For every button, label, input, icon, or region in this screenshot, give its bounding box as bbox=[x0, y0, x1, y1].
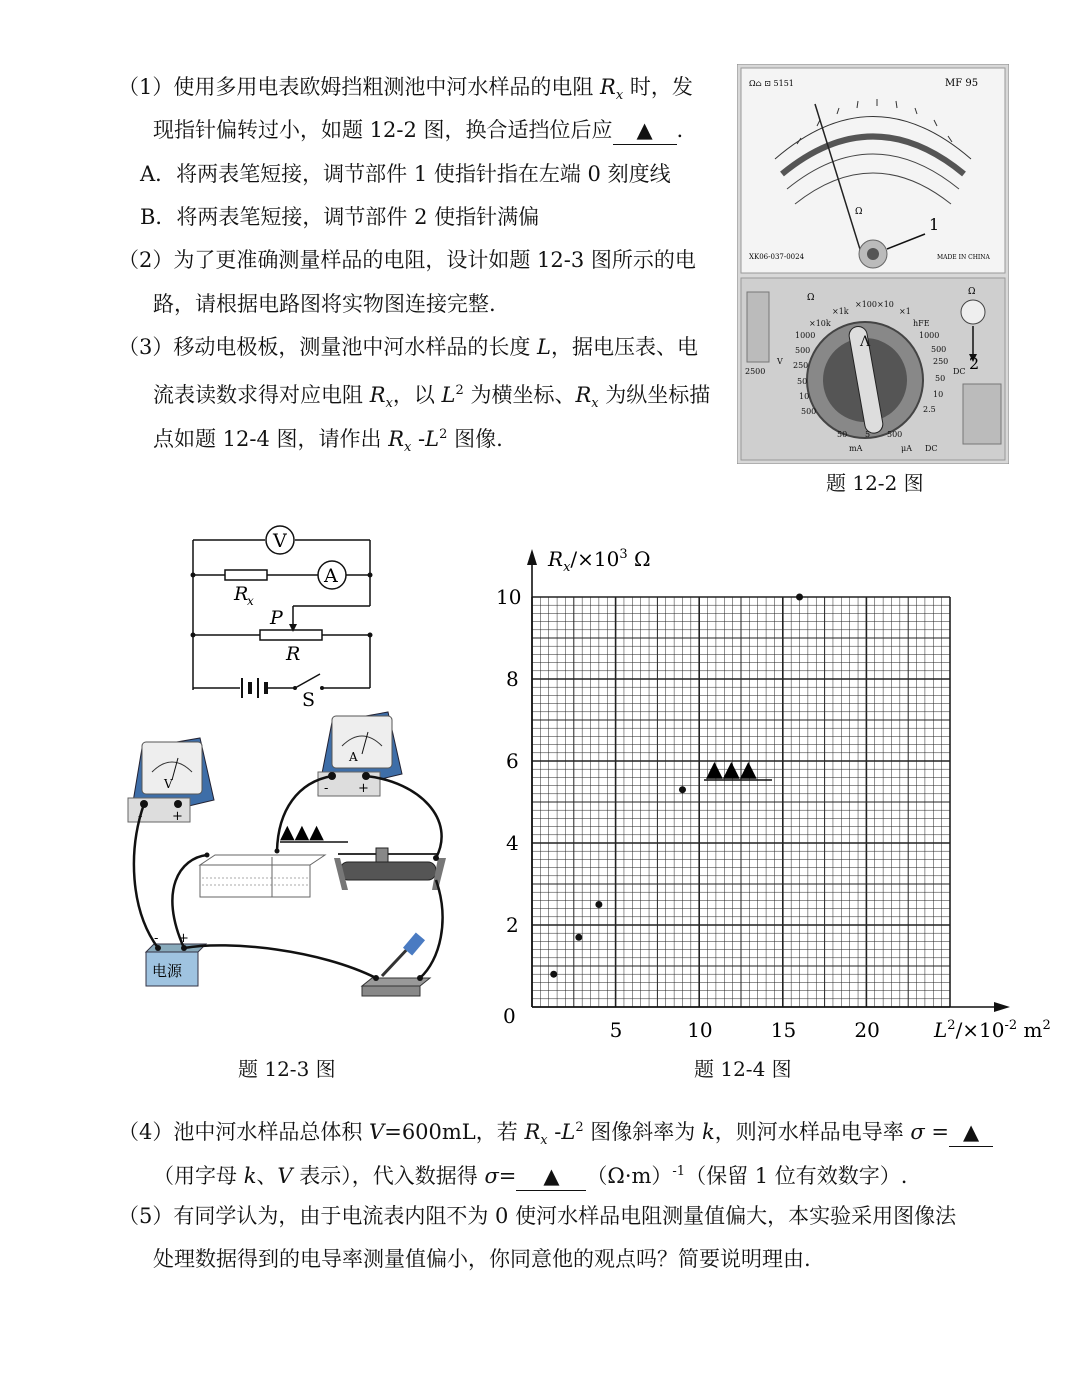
range-1000: 1000 bbox=[919, 331, 940, 340]
fig4-caption: 题 12-4 图 bbox=[694, 1057, 792, 1081]
part-2-knob bbox=[961, 300, 985, 324]
data-point bbox=[595, 901, 602, 908]
q3-text-d: ，以 bbox=[392, 383, 442, 407]
y-axis-label: $R_x/\times 10^3$ Ω bbox=[548, 547, 651, 575]
l-sup: 2 bbox=[439, 427, 448, 442]
q1-text-b: 时，发 bbox=[623, 75, 693, 99]
q4-text-d: ，则河水样品电导率 bbox=[714, 1120, 911, 1144]
am-minus: - bbox=[324, 781, 329, 796]
sigma-var: σ bbox=[484, 1164, 499, 1188]
origin-label: 0 bbox=[503, 1004, 516, 1028]
q3-line3: 点如题 12-4 图，请作出 $R_x$ $-L^2$ 图像. bbox=[153, 427, 503, 456]
x-axis-arrow bbox=[994, 1002, 1010, 1012]
q4-text-e: （用字母 bbox=[153, 1164, 244, 1188]
data-point bbox=[679, 786, 686, 793]
q1-line1 bbox=[118, 73, 693, 110]
vm-plus: + bbox=[172, 809, 183, 824]
v-var: V bbox=[277, 1164, 293, 1188]
q3-text-e: 为横坐标、 bbox=[463, 383, 576, 407]
q1-line2: 现指针偏转过小，如题 12-2 图，换合适挡位后应 ▲ . bbox=[153, 116, 683, 145]
k-var: k bbox=[701, 1120, 715, 1144]
y-axis-arrow bbox=[527, 549, 537, 565]
q3-text-h: 图像. bbox=[447, 427, 503, 451]
sigma-var: σ bbox=[910, 1120, 925, 1144]
range-ma-50: 50 bbox=[837, 430, 848, 439]
knob-omega: Ω bbox=[968, 287, 976, 297]
brand-mark: Ω⌂ ⊡ 5151 bbox=[749, 79, 794, 88]
q4-text-h: （Ω·m） bbox=[586, 1164, 673, 1188]
rx-sub: x bbox=[385, 396, 393, 412]
rx-symbol: R bbox=[234, 583, 249, 605]
q4-line2: （用字母 k、V 表示），代入数据得 σ= ▲ $(\Omega\cdot m)^{-1}$（保留 1 位有效数字）. bbox=[153, 1158, 907, 1191]
circuit-answer-blank: ▲▲▲ bbox=[280, 821, 324, 843]
x-tick-label: 15 bbox=[770, 1018, 797, 1042]
y-tick-label: 6 bbox=[506, 749, 519, 773]
range-2500: 2500 bbox=[745, 367, 766, 376]
x-tick-label: 20 bbox=[854, 1018, 880, 1042]
ps-minus: - bbox=[154, 931, 159, 946]
slider-p-label: P bbox=[270, 607, 283, 629]
q3-text-a: （3）移动电极板，测量池中河水样品的长度 bbox=[118, 335, 538, 359]
data-point bbox=[575, 934, 582, 941]
rx-sub: x bbox=[540, 1133, 548, 1149]
q4-answer-blank-1: ▲ bbox=[949, 1118, 993, 1147]
q4-text-c: 图像斜率为 bbox=[583, 1120, 702, 1144]
x-tick-label: 5 bbox=[609, 1018, 623, 1042]
part-2-label: 2 bbox=[969, 354, 980, 373]
v-var: V bbox=[369, 1120, 385, 1144]
power-supply bbox=[146, 931, 206, 986]
data-point bbox=[796, 594, 803, 601]
q4-answer-blank-2: ▲ bbox=[516, 1162, 586, 1191]
real-voltmeter-label: V bbox=[164, 777, 173, 791]
x-tick-label: 10 bbox=[687, 1018, 713, 1042]
real-ammeter bbox=[318, 712, 402, 796]
rx-var: R bbox=[524, 1120, 541, 1144]
rx-sub: x bbox=[404, 440, 412, 456]
range-dc-label: DC bbox=[925, 444, 938, 453]
switch-s-label: S bbox=[302, 689, 316, 711]
dial-omega-label: Ω bbox=[855, 207, 863, 217]
brand-model: MF 95 bbox=[945, 78, 979, 89]
range-2-5: 2.5 bbox=[923, 405, 936, 414]
q4-text-a: （4）池中河水样品总体积 bbox=[118, 1120, 370, 1144]
part-1-label: 1 bbox=[929, 215, 940, 234]
rx-var: R bbox=[388, 427, 405, 451]
range-50: 50 bbox=[935, 374, 946, 383]
range-ac-250: 250 bbox=[793, 361, 809, 370]
range-v-label: V bbox=[777, 357, 783, 366]
made-in: MADE IN CHINA bbox=[937, 254, 990, 261]
power-supply-label: 电源 bbox=[152, 962, 183, 980]
q1-option-a: A．将两表笔短接，调节部件 1 使指针指在左端 0 刻度线 bbox=[140, 162, 671, 186]
ps-plus: + bbox=[178, 931, 189, 946]
rx-symbol-sub: x bbox=[247, 594, 254, 608]
l-sup: 2 bbox=[575, 1120, 584, 1135]
q4-text-b: =600mL，若 bbox=[384, 1120, 525, 1144]
q3-text-f: 为纵坐标描 bbox=[598, 383, 711, 407]
l-var: L bbox=[561, 1120, 576, 1144]
range-250: 250 bbox=[933, 357, 949, 366]
range-dc-v: DC bbox=[953, 367, 966, 376]
q2-line1: （2）为了更准确测量样品的电阻，设计如题 12-3 图所示的电 bbox=[118, 248, 696, 272]
model-number: XK06-037-0024 bbox=[749, 253, 805, 261]
rx-sub: x bbox=[615, 88, 624, 104]
range-ma-500: 500 bbox=[801, 407, 817, 416]
l-sup: 2 bbox=[455, 383, 464, 398]
q3-text-c: 流表读数求得对应电阻 bbox=[153, 383, 370, 407]
real-switch bbox=[362, 932, 430, 996]
q1-text-c: 现指针偏转过小，如题 12-2 图，换合适挡位后应 bbox=[153, 118, 613, 142]
y-tick-label: 10 bbox=[496, 585, 522, 609]
range-x100: ×100 bbox=[855, 300, 877, 309]
q1-answer-blank: ▲ bbox=[613, 116, 677, 145]
range-ua-label: μA bbox=[901, 444, 912, 453]
k-var: k bbox=[243, 1164, 257, 1188]
water-trough bbox=[200, 849, 325, 898]
real-ammeter-label: A bbox=[349, 750, 358, 764]
data-point bbox=[550, 971, 557, 978]
ammeter-symbol-label: A bbox=[324, 565, 338, 587]
q2-line2: 路，请根据电路图将实物图连接完整. bbox=[153, 292, 496, 316]
chart-answer-blank: ▲▲▲ bbox=[706, 757, 757, 782]
l-var: L bbox=[425, 427, 440, 451]
real-rheostat bbox=[334, 848, 446, 890]
l-var: L bbox=[537, 335, 551, 359]
range-ma-label: mA bbox=[849, 444, 863, 453]
range-10: 10 bbox=[933, 390, 944, 399]
q5-line2: 处理数据得到的电导率测量值偏小，你同意他的观点吗？简要说明理由. bbox=[153, 1247, 811, 1271]
q5-line1: （5）有同学认为，由于电流表内阻不为 0 使河水样品电阻测量值偏大，本实验采用图像法 bbox=[118, 1204, 957, 1228]
svg-text:Λ: Λ bbox=[860, 334, 871, 350]
vm-minus: - bbox=[138, 809, 143, 824]
fig3-caption: 题 12-3 图 bbox=[238, 1057, 336, 1081]
y-tick-label: 4 bbox=[506, 831, 519, 855]
multimeter-image bbox=[737, 64, 1009, 464]
range-x1k: ×1k bbox=[832, 307, 849, 316]
q4-eq: = bbox=[924, 1120, 950, 1144]
q4-text-f: 、 bbox=[256, 1164, 278, 1188]
rx-l2-chart bbox=[480, 530, 1060, 1050]
range-x10k: ×10k bbox=[809, 319, 831, 328]
range-ma-5: 5 bbox=[865, 430, 871, 439]
rx-var: R bbox=[600, 75, 616, 99]
range-500: 500 bbox=[931, 345, 947, 354]
am-plus: + bbox=[358, 781, 369, 796]
range-ua-500: 500 bbox=[887, 430, 903, 439]
q4-line1: （4）池中河水样品总体积 V=600mL，若 $R_x$ $-L^2$ 图像斜率为 k，则河水样品电导率 σ = ▲ bbox=[118, 1114, 993, 1155]
x-axis-label: $L^2/\times 10^{-2}$ $m^2$ bbox=[934, 1018, 1051, 1042]
rx-sub: x bbox=[591, 396, 599, 412]
q1-option-b: B．将两表笔短接，调节部件 2 使指针满偏 bbox=[140, 205, 540, 229]
range-hfe: hFE bbox=[913, 319, 930, 328]
range-x10: ×10 bbox=[877, 300, 894, 309]
q3-line2 bbox=[153, 377, 710, 418]
part-1-screw bbox=[867, 248, 879, 260]
q3-text-b: ，据电压表、电 bbox=[551, 335, 698, 359]
fig2-caption: 题 12-2 图 bbox=[826, 471, 924, 495]
y-tick-label: 2 bbox=[506, 913, 519, 937]
range-ac-10: 10 bbox=[799, 392, 810, 401]
l-var: L bbox=[441, 383, 456, 407]
voltmeter-symbol-label: V bbox=[273, 530, 287, 552]
range-x1: ×1 bbox=[899, 307, 911, 316]
rheostat-r-label: R bbox=[286, 643, 301, 665]
y-tick-label: 8 bbox=[506, 667, 519, 691]
range-ac-1000: 1000 bbox=[795, 331, 816, 340]
rx-var: R bbox=[369, 383, 386, 407]
range-ac-500: 500 bbox=[795, 346, 811, 355]
q3-text-g: 点如题 12-4 图，请作出 bbox=[153, 427, 389, 451]
q4-text-g: 表示），代入数据得 bbox=[292, 1164, 485, 1188]
panel-omega: Ω bbox=[807, 293, 815, 303]
q1-text-a: （1）使用多用电表欧姆挡粗测池中河水样品的电阻 bbox=[118, 75, 601, 99]
q3-line1 bbox=[118, 333, 698, 361]
circuit-figure bbox=[120, 520, 460, 1000]
q4-text-i: （保留 1 位有效数字）. bbox=[685, 1164, 908, 1188]
chart-grid bbox=[532, 597, 950, 1007]
rx-var: R bbox=[575, 383, 592, 407]
range-ac-50: 50 bbox=[797, 377, 808, 386]
